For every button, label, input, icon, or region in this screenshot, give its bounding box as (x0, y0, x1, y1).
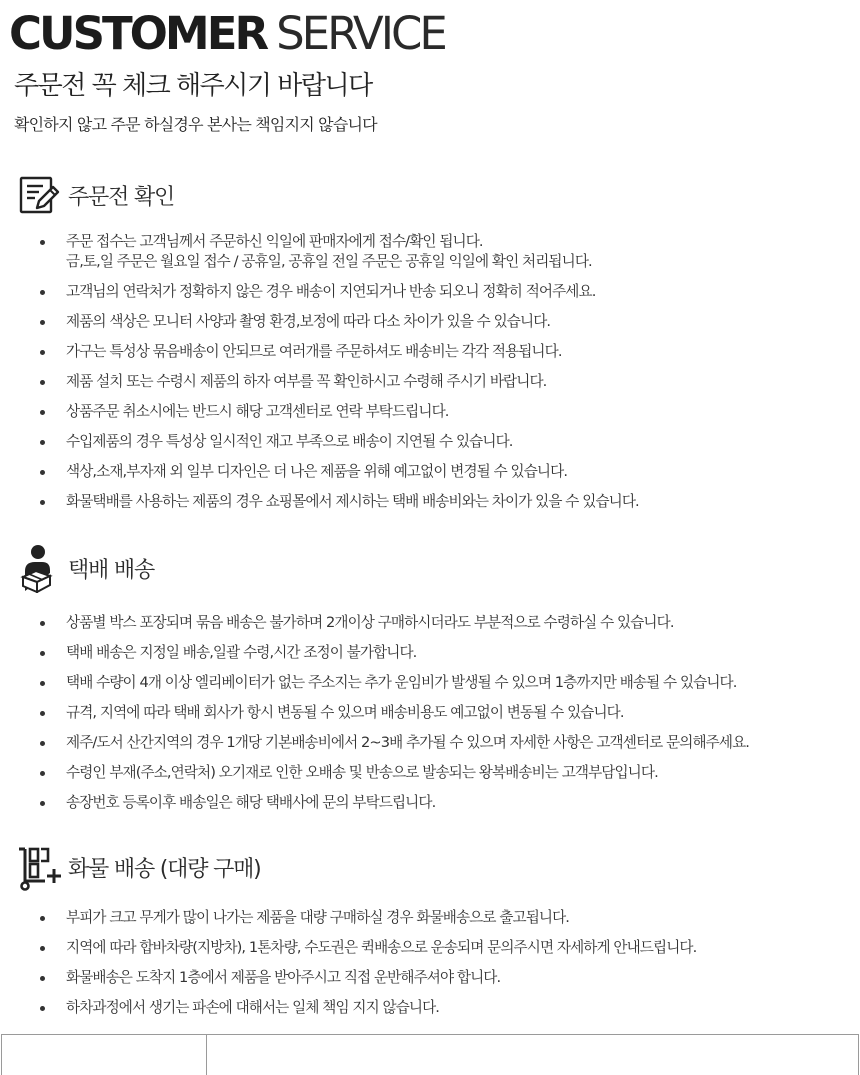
list-item (36, 432, 851, 452)
section-order-check-header (14, 170, 174, 220)
list-item (36, 908, 851, 928)
list-item (36, 613, 851, 633)
list-item (36, 938, 851, 958)
page-title (9, 6, 445, 62)
title-bold: CUSTOMER (9, 7, 267, 60)
list-item-line: 가구는 특성상 묶음배송이 안되므로 여러개를 주문하셔도 배송비는 각각 적용됩니다. (66, 343, 562, 360)
list-item (36, 643, 851, 663)
list-item-line: 수입제품의 경우 특성상 일시적인 재고 부족으로 배송이 지연될 수 있습니다. (66, 433, 513, 450)
list-item (36, 462, 851, 482)
list-item-line: 고객님의 연락처가 정확하지 않은 경우 배송이 지연되거나 반송 되오니 정확히 적어주세요. (66, 283, 596, 300)
list-item-line: 지역에 따라 합바차량(지방차), 1톤차량, 수도권은 퀵배송으로 운송되며 문의주시면 자세하게 안내드립니다. (66, 939, 697, 956)
list-item-line: 송장번호 등록이후 배송일은 해당 택배사에 문의 부탁드립니다. (66, 794, 436, 811)
bottom-table-frame (1, 1034, 859, 1075)
section-order-check-list (36, 232, 851, 512)
list-item (36, 763, 851, 783)
section-parcel-delivery-list (36, 613, 851, 813)
list-item (36, 372, 851, 392)
list-item-line: 부피가 크고 무게가 많이 나가는 제품을 대량 구매하실 경우 화물배송으로 출고됩니다. (66, 909, 570, 926)
section-title: 주문전 확인 (68, 184, 175, 210)
list-item-line: 제품의 색상은 모니터 사양과 촬영 환경,보정에 따라 다소 차이가 있을 수 있습니다. (66, 313, 551, 330)
list-item (36, 232, 851, 272)
list-item-line: 제주/도서 산간지역의 경우 1개당 기본배송비에서 2~3배 추가될 수 있으며 자세한 사항은 고객센터로 문의해주세요. (66, 734, 750, 751)
list-item (36, 402, 851, 422)
subline: 확인하지 않고 주문 하실경우 본사는 책임지지 않습니다 (14, 115, 377, 134)
freight-cart-icon (14, 842, 64, 892)
list-item (36, 733, 851, 753)
list-item-line: 금,토,일 주문은 월요일 접수 / 공휴일, 공휴일 전일 주문은 공휴일 익일에 확인 처리됩니다. (66, 253, 592, 270)
list-item-line: 규격, 지역에 따라 택배 회사가 항시 변동될 수 있으며 배송비용도 예고없이 변동될 수 있습니다. (66, 704, 624, 721)
section-freight-delivery-header (14, 842, 261, 892)
list-item-line: 택배 수량이 4개 이상 엘리베이터가 없는 주소지는 추가 운임비가 발생될 수 있으며 1층까지만 배송될 수 있습니다. (66, 674, 737, 691)
list-item-line: 화물택배를 사용하는 제품의 경우 쇼핑몰에서 제시하는 택배 배송비와는 차이가 있을 수 있습니다. (66, 493, 639, 510)
list-item-line: 주문 접수는 고객님께서 주문하신 익일에 판매자에게 접수/확인 됩니다. (66, 233, 483, 250)
title-light: SERVICE (276, 7, 445, 60)
list-item-line: 수령인 부재(주소,연락처) 오기재로 인한 오배송 및 반송으로 발송되는 왕복배송비는 고객부담입니다. (66, 764, 658, 781)
list-item-line: 상품주문 취소시에는 반드시 해당 고객센터로 연락 부탁드립니다. (66, 403, 449, 420)
list-item (36, 968, 851, 988)
section-parcel-delivery-header (14, 543, 154, 593)
list-item (36, 998, 851, 1018)
list-item (36, 492, 851, 512)
list-item-line: 상품별 박스 포장되며 묶음 배송은 불가하며 2개이상 구매하시더라도 부분적으로 수령하실 수 있습니다. (66, 614, 674, 631)
list-item (36, 282, 851, 302)
section-title: 택배 배송 (68, 557, 155, 583)
list-item-line: 택배 배송은 지정일 배송,일괄 수령,시간 조정이 불가합니다. (66, 644, 417, 661)
headline: 주문전 꼭 체크 해주시기 바랍니다 (14, 71, 372, 101)
list-item (36, 312, 851, 332)
section-freight-delivery-list (36, 908, 851, 1018)
list-item (36, 793, 851, 813)
list-item-line: 색상,소재,부자재 외 일부 디자인은 더 나은 제품을 위해 예고없이 변경될 수 있습니다. (66, 463, 568, 480)
list-item (36, 342, 851, 362)
list-item-line: 하차과정에서 생기는 파손에 대해서는 일체 책임 지지 않습니다. (66, 999, 440, 1016)
list-item-line: 화물배송은 도착지 1층에서 제품을 받아주시고 직접 운반해주셔야 합니다. (66, 969, 501, 986)
checklist-pen-icon (14, 170, 64, 220)
list-item-line: 제품 설치 또는 수령시 제품의 하자 여부를 꼭 확인하시고 수령해 주시기 바랍니다. (66, 373, 547, 390)
section-title: 화물 배송 (대량 구매) (68, 856, 261, 882)
delivery-person-icon (14, 543, 64, 593)
list-item (36, 703, 851, 723)
table-column-divider (206, 1035, 207, 1075)
list-item (36, 673, 851, 693)
